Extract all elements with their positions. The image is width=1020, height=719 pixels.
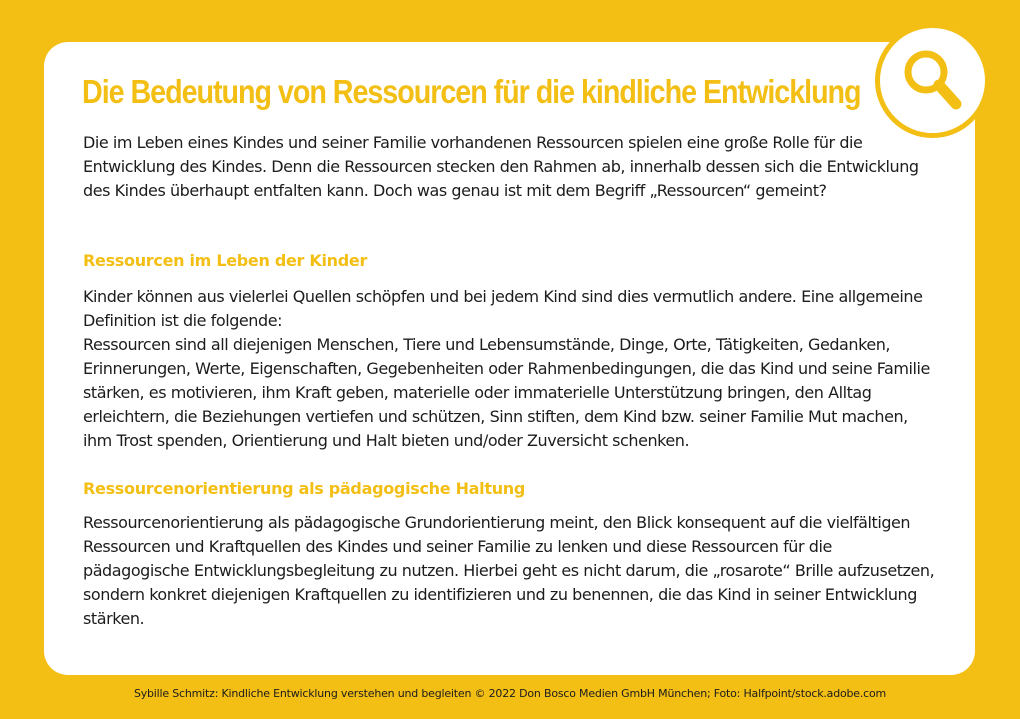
- orientation-paragraph: Ressourcenorientierung als pädagogische Grundorientierung meint, den Blick konsequent auf die vielfältigen Ressourcen und Kraftquellen des Kindes und seiner Familie zu lenken und diese Ressourcen für die pädagogische Entwicklungsbegleitung zu nutzen. Hierbei geht es nicht darum, die „rosarote“ Brille aufzusetzen, sondern konkret diejenigen Kraftquellen zu identifizieren und zu benennen, die das Kind in seiner Entwicklung stärken.: [83, 513, 935, 628]
- section-heading-resources: Ressourcen im Leben der Kinder: [83, 251, 368, 270]
- resources-paragraph: Kinder können aus vielerlei Quellen schöpfen und bei jedem Kind sind dies vermutlich andere. Eine allgemeine Definition ist die folgende:: [83, 287, 923, 330]
- intro-paragraph: Die im Leben eines Kindes und seiner Familie vorhandenen Ressourcen spielen eine große Rolle für die Entwicklung des Kindes. Denn die Ressourcen stecken den Rahmen ab, innerhalb dessen sich die Entwicklung des Kindes überhaupt entfalten kann. Doch was genau ist mit dem Begriff „Ressourcen“ gemeint?: [83, 133, 919, 200]
- page-title: Die Bedeutung von Ressourcen für die kindliche Entwicklung: [82, 73, 861, 110]
- copyright-footer: Sybille Schmitz: Kindliche Entwicklung verstehen und begleiten © 2022 Don Bosco Medien GmbH München; Foto: Halfpoint/stock.adobe.com: [133, 687, 887, 700]
- resources-definition: Ressourcen sind all diejenigen Menschen, Tiere und Lebensumstände, Dinge, Orte, Tätigkeiten, Gedanken, Erinnerungen, Werte, Eigenschaften, Gegebenheiten oder Rahmenbedingungen, die das Kind und seine Familie stärken, es motivieren, ihm Kraft geben, materielle oder immaterielle Unterstützung bringen, den Alltag erleichtern, die Beziehungen vertiefen und schützen, Sinn stiften, dem Kind bzw. seiner Familie Mut machen, ihm Trost spenden, Orientierung und Halt bieten und/oder Zuversicht schenken.: [83, 335, 930, 450]
- section-heading-orientation: Ressourcenorientierung als pädagogische Haltung: [83, 479, 526, 498]
- magnifying-glass-icon: [874, 22, 991, 139]
